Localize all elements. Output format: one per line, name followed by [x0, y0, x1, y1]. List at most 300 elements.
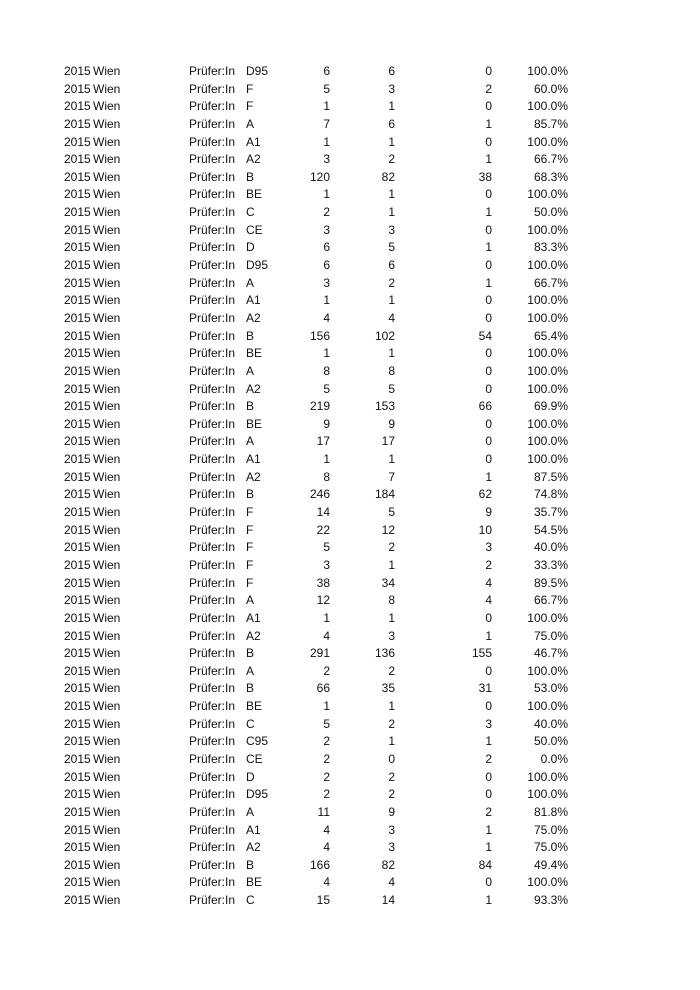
table-row [0, 504, 700, 522]
role-cell: Prüfer:In [189, 681, 236, 696]
city-cell: Wien [93, 540, 121, 555]
role-cell: Prüfer:In [189, 222, 236, 237]
table-row [0, 839, 700, 857]
passed-cell: 2 [388, 275, 395, 290]
total-cell: 4 [323, 628, 330, 643]
year-cell: 2015 [64, 381, 91, 396]
role-cell: Prüfer:In [189, 646, 236, 661]
table-row [0, 186, 700, 204]
failed-cell: 2 [485, 557, 492, 572]
passed-cell: 153 [374, 399, 395, 414]
license-class-cell: D [246, 240, 255, 255]
year-cell: 2015 [64, 505, 91, 520]
year-cell: 2015 [64, 469, 91, 484]
pass-rate-cell: 54.5% [533, 522, 568, 537]
year-cell: 2015 [64, 452, 91, 467]
passed-cell: 6 [388, 116, 395, 131]
role-cell: Prüfer:In [189, 346, 236, 361]
year-cell: 2015 [64, 522, 91, 537]
license-class-cell: D95 [246, 787, 269, 802]
license-class-cell: CE [246, 751, 263, 766]
pass-rate-cell: 60.0% [533, 81, 568, 96]
year-cell: 2015 [64, 434, 91, 449]
year-cell: 2015 [64, 258, 91, 273]
failed-cell: 0 [485, 769, 492, 784]
pass-rate-cell: 50.0% [533, 734, 568, 749]
pass-rate-cell: 100.0% [527, 310, 568, 325]
license-class-cell: F [246, 99, 254, 114]
failed-cell: 0 [485, 64, 492, 78]
failed-cell: 0 [485, 699, 492, 714]
table-row [0, 363, 700, 381]
role-cell: Prüfer:In [189, 434, 236, 449]
pass-rate-cell: 74.8% [533, 487, 568, 502]
pass-rate-cell: 100.0% [527, 699, 568, 714]
failed-cell: 1 [485, 116, 492, 131]
total-cell: 2 [323, 663, 330, 678]
failed-cell: 1 [485, 275, 492, 290]
license-class-cell: BE [246, 187, 263, 202]
license-class-cell: BE [246, 699, 263, 714]
total-cell: 5 [323, 716, 330, 731]
failed-cell: 62 [478, 487, 492, 502]
license-class-cell: F [246, 522, 254, 537]
city-cell: Wien [93, 99, 121, 114]
city-cell: Wien [93, 381, 121, 396]
license-class-cell: A2 [246, 152, 261, 167]
table-row [0, 680, 700, 698]
role-cell: Prüfer:In [189, 522, 236, 537]
table-row [0, 222, 700, 240]
license-class-cell: A2 [246, 469, 261, 484]
year-cell: 2015 [64, 328, 91, 343]
role-cell: Prüfer:In [189, 804, 236, 819]
failed-cell: 1 [485, 893, 492, 908]
table-row [0, 81, 700, 99]
pass-rate-cell: 65.4% [533, 328, 568, 343]
table-row [0, 786, 700, 804]
pass-rate-cell: 100.0% [527, 434, 568, 449]
license-class-cell: BE [246, 416, 263, 431]
pass-rate-cell: 100.0% [527, 381, 568, 396]
license-class-cell: B [246, 857, 255, 872]
table-row [0, 151, 700, 169]
city-cell: Wien [93, 681, 121, 696]
role-cell: Prüfer:In [189, 134, 236, 149]
year-cell: 2015 [64, 804, 91, 819]
role-cell: Prüfer:In [189, 769, 236, 784]
total-cell: 17 [316, 434, 330, 449]
passed-cell: 2 [388, 716, 395, 731]
failed-cell: 84 [478, 857, 492, 872]
table-row [0, 204, 700, 222]
failed-cell: 0 [485, 787, 492, 802]
city-cell: Wien [93, 840, 121, 855]
pass-rate-cell: 100.0% [527, 610, 568, 625]
license-class-cell: CE [246, 222, 263, 237]
passed-cell: 1 [388, 346, 395, 361]
year-cell: 2015 [64, 716, 91, 731]
total-cell: 6 [323, 258, 330, 273]
year-cell: 2015 [64, 81, 91, 96]
license-class-cell: A [246, 663, 255, 678]
table-row [0, 257, 700, 275]
license-class-cell: A [246, 804, 255, 819]
city-cell: Wien [93, 646, 121, 661]
role-cell: Prüfer:In [189, 716, 236, 731]
city-cell: Wien [93, 575, 121, 590]
year-cell: 2015 [64, 116, 91, 131]
city-cell: Wien [93, 293, 121, 308]
passed-cell: 17 [381, 434, 395, 449]
city-cell: Wien [93, 240, 121, 255]
total-cell: 4 [323, 840, 330, 855]
total-cell: 4 [323, 875, 330, 890]
total-cell: 38 [316, 575, 330, 590]
pass-rate-cell: 100.0% [527, 99, 568, 114]
year-cell: 2015 [64, 169, 91, 184]
total-cell: 2 [323, 769, 330, 784]
passed-cell: 1 [388, 610, 395, 625]
city-cell: Wien [93, 822, 121, 837]
year-cell: 2015 [64, 840, 91, 855]
role-cell: Prüfer:In [189, 575, 236, 590]
city-cell: Wien [93, 134, 121, 149]
role-cell: Prüfer:In [189, 81, 236, 96]
role-cell: Prüfer:In [189, 663, 236, 678]
passed-cell: 3 [388, 81, 395, 96]
failed-cell: 0 [485, 381, 492, 396]
year-cell: 2015 [64, 822, 91, 837]
pass-rate-cell: 93.3% [533, 893, 568, 908]
role-cell: Prüfer:In [189, 734, 236, 749]
passed-cell: 3 [388, 628, 395, 643]
year-cell: 2015 [64, 787, 91, 802]
total-cell: 3 [323, 557, 330, 572]
total-cell: 219 [309, 399, 330, 414]
total-cell: 4 [323, 310, 330, 325]
year-cell: 2015 [64, 152, 91, 167]
passed-cell: 102 [374, 328, 395, 343]
failed-cell: 31 [478, 681, 492, 696]
passed-cell: 1 [388, 99, 395, 114]
table-row [0, 63, 700, 81]
license-class-cell: A [246, 434, 255, 449]
table-row [0, 328, 700, 346]
license-class-cell: C95 [246, 734, 269, 749]
year-cell: 2015 [64, 487, 91, 502]
year-cell: 2015 [64, 310, 91, 325]
failed-cell: 0 [485, 663, 492, 678]
pass-rate-cell: 40.0% [533, 540, 568, 555]
role-cell: Prüfer:In [189, 363, 236, 378]
role-cell: Prüfer:In [189, 540, 236, 555]
table-row [0, 522, 700, 540]
license-class-cell: A1 [246, 293, 261, 308]
total-cell: 156 [309, 328, 330, 343]
pass-rate-cell: 100.0% [527, 663, 568, 678]
pass-rate-cell: 0.0% [540, 751, 568, 766]
role-cell: Prüfer:In [189, 328, 236, 343]
failed-cell: 4 [485, 575, 492, 590]
pass-rate-cell: 81.8% [533, 804, 568, 819]
license-class-cell: BE [246, 346, 263, 361]
table-row [0, 345, 700, 363]
license-class-cell: A1 [246, 134, 261, 149]
role-cell: Prüfer:In [189, 240, 236, 255]
total-cell: 15 [316, 893, 330, 908]
license-class-cell: F [246, 81, 254, 96]
city-cell: Wien [93, 628, 121, 643]
year-cell: 2015 [64, 240, 91, 255]
pass-rate-cell: 66.7% [533, 152, 568, 167]
failed-cell: 3 [485, 540, 492, 555]
failed-cell: 2 [485, 751, 492, 766]
license-class-cell: C [246, 205, 255, 220]
passed-cell: 0 [388, 751, 395, 766]
year-cell: 2015 [64, 699, 91, 714]
total-cell: 4 [323, 822, 330, 837]
role-cell: Prüfer:In [189, 751, 236, 766]
license-class-cell: B [246, 169, 255, 184]
passed-cell: 14 [381, 893, 395, 908]
city-cell: Wien [93, 152, 121, 167]
passed-cell: 6 [388, 64, 395, 78]
year-cell: 2015 [64, 610, 91, 625]
year-cell: 2015 [64, 646, 91, 661]
pass-rate-cell: 68.3% [533, 169, 568, 184]
city-cell: Wien [93, 328, 121, 343]
year-cell: 2015 [64, 363, 91, 378]
license-class-cell: C [246, 716, 255, 731]
table-row [0, 539, 700, 557]
total-cell: 3 [323, 152, 330, 167]
passed-cell: 35 [381, 681, 395, 696]
table-row [0, 592, 700, 610]
city-cell: Wien [93, 769, 121, 784]
year-cell: 2015 [64, 875, 91, 890]
pass-rate-cell: 100.0% [527, 222, 568, 237]
pass-rate-cell: 50.0% [533, 205, 568, 220]
pass-rate-cell: 66.7% [533, 593, 568, 608]
passed-cell: 34 [381, 575, 395, 590]
total-cell: 5 [323, 81, 330, 96]
passed-cell: 1 [388, 734, 395, 749]
city-cell: Wien [93, 64, 121, 78]
city-cell: Wien [93, 310, 121, 325]
total-cell: 166 [309, 857, 330, 872]
year-cell: 2015 [64, 134, 91, 149]
failed-cell: 1 [485, 628, 492, 643]
passed-cell: 1 [388, 187, 395, 202]
passed-cell: 8 [388, 593, 395, 608]
license-class-cell: A [246, 116, 255, 131]
table-row [0, 433, 700, 451]
failed-cell: 9 [485, 505, 492, 520]
city-cell: Wien [93, 399, 121, 414]
city-cell: Wien [93, 205, 121, 220]
pass-rate-cell: 100.0% [527, 64, 568, 78]
failed-cell: 1 [485, 822, 492, 837]
role-cell: Prüfer:In [189, 787, 236, 802]
table-row [0, 557, 700, 575]
role-cell: Prüfer:In [189, 116, 236, 131]
pass-rate-cell: 66.7% [533, 275, 568, 290]
city-cell: Wien [93, 663, 121, 678]
total-cell: 1 [323, 99, 330, 114]
year-cell: 2015 [64, 222, 91, 237]
table-row [0, 610, 700, 628]
pass-rate-cell: 69.9% [533, 399, 568, 414]
table-row [0, 804, 700, 822]
year-cell: 2015 [64, 205, 91, 220]
table-row [0, 416, 700, 434]
failed-cell: 0 [485, 610, 492, 625]
license-class-cell: A2 [246, 840, 261, 855]
city-cell: Wien [93, 434, 121, 449]
total-cell: 291 [309, 646, 330, 661]
total-cell: 246 [309, 487, 330, 502]
total-cell: 8 [323, 469, 330, 484]
role-cell: Prüfer:In [189, 557, 236, 572]
failed-cell: 1 [485, 840, 492, 855]
table-row [0, 751, 700, 769]
role-cell: Prüfer:In [189, 399, 236, 414]
total-cell: 9 [323, 416, 330, 431]
failed-cell: 38 [478, 169, 492, 184]
role-cell: Prüfer:In [189, 205, 236, 220]
role-cell: Prüfer:In [189, 64, 236, 78]
pass-rate-cell: 75.0% [533, 840, 568, 855]
total-cell: 1 [323, 699, 330, 714]
passed-cell: 1 [388, 557, 395, 572]
pass-rate-cell: 49.4% [533, 857, 568, 872]
role-cell: Prüfer:In [189, 381, 236, 396]
failed-cell: 10 [478, 522, 492, 537]
failed-cell: 1 [485, 469, 492, 484]
year-cell: 2015 [64, 540, 91, 555]
role-cell: Prüfer:In [189, 293, 236, 308]
pass-rate-cell: 100.0% [527, 258, 568, 273]
table-row [0, 663, 700, 681]
passed-cell: 2 [388, 787, 395, 802]
failed-cell: 0 [485, 346, 492, 361]
passed-cell: 8 [388, 363, 395, 378]
pass-rate-cell: 46.7% [533, 646, 568, 661]
license-class-cell: B [246, 399, 255, 414]
failed-cell: 0 [485, 416, 492, 431]
total-cell: 5 [323, 540, 330, 555]
city-cell: Wien [93, 275, 121, 290]
role-cell: Prüfer:In [189, 99, 236, 114]
year-cell: 2015 [64, 99, 91, 114]
table-row [0, 733, 700, 751]
table-row [0, 239, 700, 257]
failed-cell: 0 [485, 293, 492, 308]
pass-rate-cell: 87.5% [533, 469, 568, 484]
year-cell: 2015 [64, 416, 91, 431]
passed-cell: 184 [374, 487, 395, 502]
passed-cell: 12 [381, 522, 395, 537]
passed-cell: 9 [388, 804, 395, 819]
table-row [0, 98, 700, 116]
role-cell: Prüfer:In [189, 840, 236, 855]
total-cell: 1 [323, 346, 330, 361]
pass-rate-cell: 85.7% [533, 116, 568, 131]
year-cell: 2015 [64, 751, 91, 766]
year-cell: 2015 [64, 769, 91, 784]
city-cell: Wien [93, 557, 121, 572]
pass-rate-cell: 100.0% [527, 416, 568, 431]
failed-cell: 0 [485, 875, 492, 890]
city-cell: Wien [93, 893, 121, 908]
pass-rate-cell: 89.5% [533, 575, 568, 590]
failed-cell: 0 [485, 363, 492, 378]
city-cell: Wien [93, 487, 121, 502]
license-class-cell: D [246, 769, 255, 784]
passed-cell: 5 [388, 381, 395, 396]
role-cell: Prüfer:In [189, 610, 236, 625]
passed-cell: 136 [374, 646, 395, 661]
failed-cell: 0 [485, 452, 492, 467]
city-cell: Wien [93, 734, 121, 749]
pass-rate-cell: 75.0% [533, 628, 568, 643]
city-cell: Wien [93, 363, 121, 378]
city-cell: Wien [93, 469, 121, 484]
failed-cell: 0 [485, 258, 492, 273]
role-cell: Prüfer:In [189, 187, 236, 202]
year-cell: 2015 [64, 857, 91, 872]
table-row [0, 169, 700, 187]
license-class-cell: A1 [246, 452, 261, 467]
pass-rate-cell: 100.0% [527, 134, 568, 149]
pass-rate-cell: 100.0% [527, 187, 568, 202]
role-cell: Prüfer:In [189, 699, 236, 714]
total-cell: 22 [316, 522, 330, 537]
total-cell: 120 [309, 169, 330, 184]
failed-cell: 54 [478, 328, 492, 343]
city-cell: Wien [93, 169, 121, 184]
total-cell: 1 [323, 610, 330, 625]
passed-cell: 2 [388, 152, 395, 167]
total-cell: 11 [317, 804, 330, 819]
license-class-cell: F [246, 505, 254, 520]
table-row [0, 769, 700, 787]
year-cell: 2015 [64, 681, 91, 696]
total-cell: 1 [323, 452, 330, 467]
failed-cell: 3 [485, 716, 492, 731]
city-cell: Wien [93, 116, 121, 131]
city-cell: Wien [93, 787, 121, 802]
table-row [0, 874, 700, 892]
role-cell: Prüfer:In [189, 875, 236, 890]
role-cell: Prüfer:In [189, 893, 236, 908]
table-row [0, 451, 700, 469]
failed-cell: 1 [485, 734, 492, 749]
license-class-cell: D95 [246, 258, 269, 273]
role-cell: Prüfer:In [189, 487, 236, 502]
passed-cell: 1 [388, 205, 395, 220]
passed-cell: 1 [388, 699, 395, 714]
total-cell: 3 [323, 222, 330, 237]
city-cell: Wien [93, 751, 121, 766]
role-cell: Prüfer:In [189, 416, 236, 431]
year-cell: 2015 [64, 399, 91, 414]
passed-cell: 82 [381, 857, 395, 872]
role-cell: Prüfer:In [189, 452, 236, 467]
total-cell: 1 [323, 134, 330, 149]
city-cell: Wien [93, 416, 121, 431]
